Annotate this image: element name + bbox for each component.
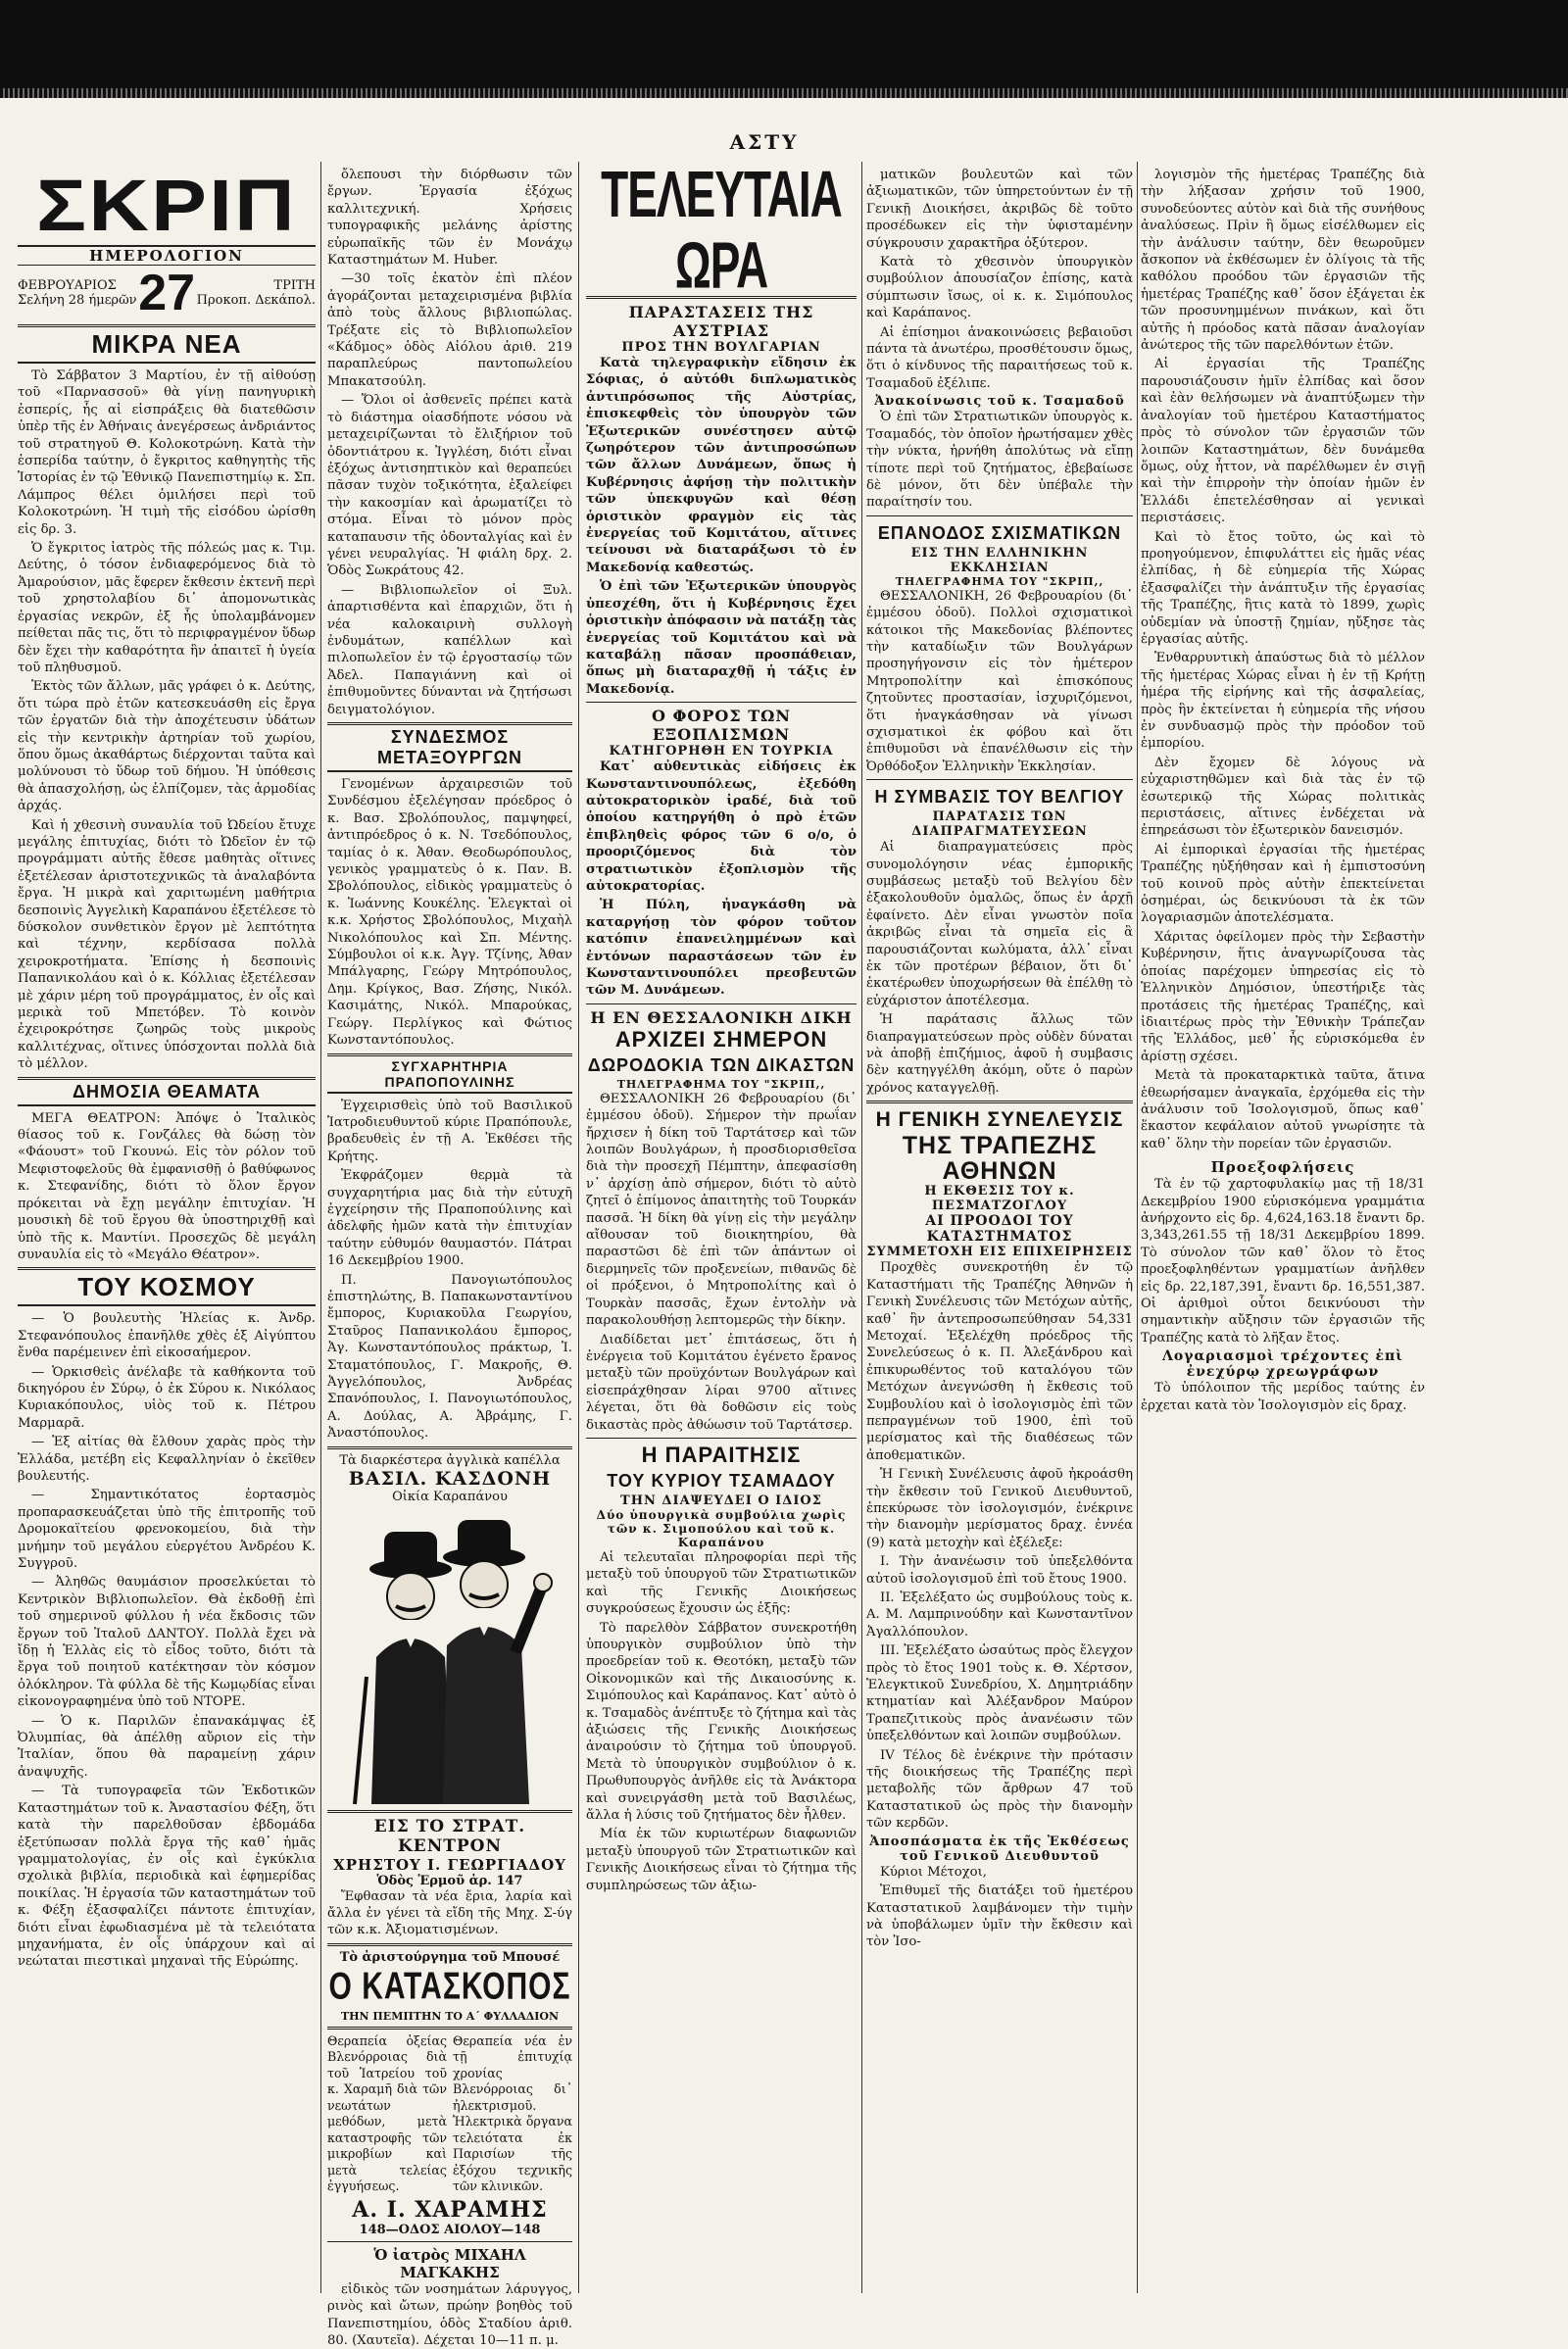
article-subheadline: Ἀποσπάσματα ἐκ τῆς Ἐκθέσεως τοῦ Γενικοῦ Διευθυντοῦ	[869, 1834, 1130, 1864]
article-subheadline: Δύο ὑπουργικὰ συμβούλια χωρὶς τῶν κ. Σιμοπούλου καὶ τοῦ κ. Καραπάνου	[596, 1507, 847, 1549]
article-paragraph: Διαδίδεται μετ᾽ ἐπιτάσεως, ὅτι ἡ ἐνέργεια τοῦ Κομιτάτου ἐγένετο ἔρανος μεταξὺ τῶν προϋχόντων Βουλγάρων καὶ εἰσεπράχθησαν λίραι 9700 αἵτινες λέγεται, ὅτι θὰ δοθῶσιν εἰς τοὺς δικαστὰς πρὸς ἀθώωσιν τοῦ Ταρτάτσερ.	[586, 1332, 857, 1433]
ad-line: Τὸ ἀριστούργημα τοῦ Μπουσέ	[339, 1949, 561, 1965]
article-paragraph: — Ὅλοι οἱ ἀσθενεῖς πρέπει κατὰ τὸ διάστημα οἱασδήποτε νόσου νὰ μεταχειρίζωνται τὸ ἔλιξήριον τοῦ ὀδοντιάτρου κ. Ἰγγλέση, διότι εἶναι ἐξόχως ἀντισηπτικὸν καὶ θεραπεύει πᾶσαν τυχὸν τοξικότητα, ἐξαλείφει τὴν κακοσμίαν καὶ ἀρωματίζει τὸ στόμα. Εἶναι τὸ μόνον πρὸς καταπαυσιν τῆς ὀδονταλγίας καὶ ἐν γένει νευραλγίας. Ἡ φιάλη δρχ. 2. Ὁδὸς Σωκράτους 42.	[327, 393, 572, 579]
article-paragraph: Ἡ Πύλη, ἠναγκάσθη νὰ καταργήσῃ τὸν φόρον τοῦτον κατόπιν ἐπανειλημμένων καὶ ἐντόνων παραστάσεων τῶν ἐν Κωνσταντινουπόλει πρεσβευτῶν τῶν Μ. Δυνάμεων.	[586, 898, 857, 999]
article-paragraph: Ὁ ἔγκριτος ἰατρὸς τῆς πόλεώς μας κ. Τιμ. Δεύτης, ὁ τόσον ἐνδιαφερόμενος διὰ τὸ Ἀμαρούσιον, μᾶς ἔφερεν ἔκθεσιν ἐκτενῆ περὶ τοῦ χρηστολαβίου δι᾽ ἀπομονωτικὰς ἐργασίας νεκρῶν, ἐξ ἧς ὑπολαμβάνομεν πείθεται πᾶς τις, ὅτι τὸ περιφραγμένον ὕδωρ δὲν ἔχει τὴν καθαρότητα ἣν ἀπαιτεῖ ἡ ὑγεία τοῦ πληθυσμοῦ.	[18, 541, 316, 675]
article-subheadline: ΔΩΡΟΔΟΚΙΑ ΤΩΝ ΔΙΚΑΣΤΩΝ	[587, 1054, 856, 1075]
divider	[866, 515, 1133, 516]
headline-teleutaia-ora: ΤΕΛΕΥΤΑΙΑ ΩΡΑ	[601, 157, 842, 302]
ad-address: 148—ΟΔΟΣ ΑΙΟΛΟΥ—148	[359, 2222, 541, 2237]
saint-of-day: Προκοπ. Δεκάπολ.	[196, 293, 316, 308]
article-subheadline: ΑΙ ΠΡΟΟΔΟΙ ΤΟΥ ΚΑΤΑΣΤΗΜΑΤΟΣ	[925, 1213, 1074, 1246]
dateline	[18, 266, 316, 320]
article-headline: Η ΓΕΝΙΚΗ ΣΥΝΕΛΕΥΣΙΣ	[875, 1108, 1124, 1132]
weekday: ΤΡΙΤΗ	[273, 278, 316, 293]
article-headline-large: Η ΠΑΡΑΙΤΗΣΙΣ	[641, 1442, 802, 1467]
article-paragraph: — Ὁ κ. Παριλῶν ἐπανακάμψας ἐξ Ὀλυμπίας, θὰ ἀπέλθῃ αὔριον εἰς τὴν Ἰταλίαν, ὅπου θὰ παραμείνῃ χάριν ἀναψυχῆς.	[18, 1713, 316, 1780]
article-headline: ΠΑΡΑΣΤΑΣΕΙΣ ΤΗΣ ΑΥΣΤΡΙΑΣ	[628, 303, 814, 340]
article-paragraph: ὄλεπουσι τὴν διόρθωσιν τῶν ἔργων. Ἐργασία ἐξόχως καλλιτεχνική. Χρήσεις τυπογραφικῆς μελάνης ἀρίστης εὐρωπαϊκῆς τῶν ἐν Μονάχῳ Καταστημάτων Μ. Huber.	[327, 168, 572, 269]
column-rule	[1137, 162, 1138, 2293]
gentlemen-illustration	[337, 1510, 563, 1804]
article-paragraph: Δὲν ἔχομεν δὲ λόγους νὰ εὐχαριστηθῶμεν καὶ διὰ τὰς ἐν τῷ ἐσωτερικῷ τῆς Χώρας πολιτικὰς περιστάσεις, αἵτινες ἐνδέχεται νὰ ἐπηρεάσωσι τὸν ἐξωτερικὸν δανεισμόν.	[1141, 755, 1425, 839]
column-4	[866, 167, 1133, 2288]
article-paragraph: Π. Πανογιωτόπουλος ἐπιστηλώτης, Β. Παπακωνσταντίνου ἔμπορος, Κυριακοῦλα Γεωργίου, Σταῦρος Παπανικολάου ἔμπορος, Ἀγ. Κωνσταντόπουλος πράκτωρ, Ἰ. Σταματόπουλος, Γ. Μακροῆς, Θ. Ἀγγελόπουλος, Ἀνδρέας Σπανόπουλος, Ι. Πανογιωτόπουλος, Α. Δούλας, Α. Ἀβράμης, Γ. Ἀναστόπουλος.	[327, 1272, 572, 1442]
article-paragraph: λογισμὸν τῆς ἡμετέρας Τραπέζης διὰ τὴν λήξασαν χρήσιν τοῦ 1900, συνοδεύοντες αὐτὸν καὶ διὰ τῆς συνήθους ἀναλύσεως. Πρὶν ἢ ὅμως εἰσέλθωμεν εἰς τὴν ἀνάλυσιν ταύτην, δὲν θεωροῦμεν ἄσκοπον νὰ ἐκθέσωμεν ἐν ὀλίγοις τὰ τῆς καθόλου προόδου τῶν ἐργασιῶν τῆς ἡμετέρας Τραπέζης καθ᾽ ὅσον ἐξάγεται ἐκ τῶν προσυνημμένων πινάκων, καὶ ὅτι αὐτῆς ἡ πρόοδος κατὰ πᾶσαν ἀναλογίαν ἀνώτερος τῆς τῶν παρελθόντων ἐτῶν.	[1141, 168, 1425, 354]
article-paragraph: Ἐπιθυμεῖ τῆς διατάξει τοῦ ἡμετέρου Καταστατικοῦ λαμβάνομεν τὴν τιμὴν νὰ ὑποβάλωμεν ὑμῖν τὴν ἔκθεσιν καὶ τὸν Ἰσο-	[866, 1884, 1133, 1950]
article-paragraph: Ὁ ἐπὶ τῶν Ἐξωτερικῶν ὑπουργὸς ὑπεσχέθη, ὅτι ἡ Κυβέρνησις ἔχει ὁριστικὴν ἀπόφασιν νὰ πατάξῃ τὰς ἐνεργείας τοῦ Κομιτάτου καὶ νὰ καταβάλῃ πᾶσαν προσπάθειαν, ὅπως μὴ διαταραχθῇ ἡ τάξις ἐν Μακεδονίᾳ.	[586, 579, 857, 697]
ad-name: ΧΡΗΣΤΟΥ Ι. ΓΕΩΡΓΙΑΔΟΥ	[333, 1855, 566, 1874]
divider	[327, 1810, 572, 1813]
article-paragraph: Ἐγχειρισθεὶς ὑπὸ τοῦ Βασιλικοῦ Ἰατροδιευθυντοῦ κύριε Πραπόπουλε, βραδευθεὶς ἐν τῇ Α. Ἐκθέσει τῆς Κρήτης.	[327, 1098, 572, 1164]
ad-text: Ἔφθασαν τὰ νέα ἔρια, λαρία καὶ ἄλλα ἐν γένει τὰ εἴδη τῆς Μηχ. Σ-ύγ τῶν κ.κ. Ἀξιοματισμένων.	[327, 1888, 572, 1938]
article-paragraph: — Ὁρκισθεὶς ἀνέλαβε τὰ καθήκοντα τοῦ δικηγόρου ἐν Σύρῳ, ὁ ἐκ Σύρου κ. Νικόλαος Κυριακόπουλος, υἱὸς τοῦ κ. Πέτρου Μαρμαρᾶ.	[18, 1364, 316, 1431]
divider	[866, 779, 1133, 780]
ad-text: Θεραπεία ὀξείας Βλενόρροιας διὰ τοῦ Ἰατρείου τοῦ κ. Χαραμῆ διὰ τῶν νεωτάτων μεθόδων, μετὰ καταστροφῆς τῶν μικροβίων καὶ μετὰ τελείας ἐγγυήσεως.	[327, 2032, 447, 2194]
article-paragraph: Ἐνθαρρυντικὴ ἀπαύστως διὰ τὸ μέλλον τῆς ἡμετέρας Χώρας εἶναι ἡ ἐν τῇ Κρήτῃ ἡμέρα τῆς εἰρήνης καὶ τῆς ἀσφαλείας, πρὸς ἣν ἐκτείνεται ἡ εὐημερία τῆς νήσου ἐν συνδυασμῷ πρὸς τὴν πρόοδον τοῦ ἐμπορίου.	[1141, 651, 1425, 752]
section-theamata: ΔΗΜΟΣΙΑ ΘΕΑΜΑΤΑ	[18, 1077, 316, 1106]
article-subheadline: ΠΡΟΣ ΤΗΝ ΒΟΥΛΓΑΡΙΑΝ	[621, 340, 821, 355]
article-paragraph: Αἱ ἐμπορικαὶ ἐργασίαι τῆς ἡμετέρας Τραπέζης ηὐξήθησαν καὶ ἡ ἐμπιστοσύνη τοῦ κοινοῦ πρὸς αὐτὴν ἐπεκτείνεται ὁσημέραι, ὡς δεικνύουσι τὰ ἐκ τῶν λογαριασμῶν ἀποτελέσματα.	[1141, 842, 1425, 926]
article-headline: Η ΕΝ ΘΕΣΣΑΛΟΝΙΚΗ ΔΙΚΗ	[590, 1007, 853, 1027]
article-subheadline: ΚΑΤΗΓΟΡΗΘΗ ΕΝ ΤΟΥΡΚΙΑ	[609, 744, 834, 759]
article-subheadline: Ἀνακοίνωσις τοῦ κ. Τσαμαδοῦ	[874, 394, 1125, 410]
column-3	[586, 157, 857, 2288]
month: ΦΕΒΡΟΥΑΡΙΟΣ	[18, 278, 117, 293]
doctor-name-block	[327, 2197, 572, 2237]
article-paragraph: Κατὰ τὸ χθεσινὸν ὑπουργικὸν συμβούλιον ἀπουσίαζον ἐπίσης, κατὰ σύμπτωσιν ἴσως, οἱ κ. κ. Σιμόπουλος καὶ Καράπανος.	[866, 255, 1133, 321]
article-paragraph: Προχθὲς συνεκροτήθη ἐν τῷ Καταστήματι τῆς Τραπέζης Ἀθηνῶν ἡ Γενικὴ Συνέλευσις τῶν Μετόχων αὐτῆς, καθ᾽ ἣν ἀντεπροσωπεύθησαν 54,331 Μετοχαί. Ἐξελέχθη πρόεδρος τῆς Συνελεύσεως ὁ κ. Π. Ἀλεξάνδρου καὶ ἐπικυρωθέντος τοῦ καταλόγου τῶν Μετόχων ἀνεγνώσθη ἡ ἔκθεσις τοῦ Συμβουλίου καὶ ὁ ἰσολογισμὸς ἐπὶ τῶν πεπραγμένων τοῦ 1900, ἐπὶ τοῦ μερίσματος καὶ τῆς διαθέσεως τῶν ἀποθεματικῶν.	[866, 1260, 1133, 1463]
article-subheadline: Λογαριασμοὶ τρέχοντες ἐπὶ ἐνεχύρῳ χρεωγράφων	[1162, 1348, 1403, 1381]
divider	[586, 702, 857, 703]
article-paragraph: Ἡ Γενικὴ Συνέλευσις ἀφοῦ ἠκροάσθη τὴν ἔκθεσιν τοῦ Γενικοῦ Διευθυντοῦ, ἐπεκύρωσε τὸν ἰσολογισμόν, ἐνέκρινε τὴν διανομὴν μερίσματος δραχ. ἐννέα (9) κατὰ μετοχὴν καὶ ἐξέλεξε:	[866, 1467, 1133, 1550]
article-paragraph: Ἐκφράζομεν θερμὰ τὰ συγχαρητήρια μας διὰ τὴν εὐτυχῆ ἐγχείρησιν τῆς Πραποπούλινης καὶ ἀδελφῆς ἡμῶν κατὰ τὴν ἐπιτυχίαν ταύτην εὐθυμόν θαυμαστόν. Πάτραι 16 Δεκεμβρίου 1900.	[327, 1168, 572, 1269]
divider	[866, 1101, 1133, 1103]
ad-brand: ΒΑΣΙΛ. ΚΑΣΔΟΝΗ	[348, 1467, 552, 1490]
ad-name: Ὁ ἰατρὸς ΜΙΧΑΗΛ ΜΑΓΚΑΚΗΣ	[373, 2245, 526, 2281]
article-paragraph: Ἐκτὸς τῶν ἄλλων, μᾶς γράφει ὁ κ. Δεύτης, ὅτι τώρα πρὸ ἐτῶν κατεσκευάσθη εἰς ἔργα τῶν ἐργατῶν διὰ τὴν ἀποχέτευσιν ὑδάτων εἰς τὴν κεντρικὴν ἀρτηρίαν τοῦ χωρίου, ὅπου ὅμως ἀκαθάρτως διέρχονται ταῦτα καὶ μολύνουσι τὸ ὕδωρ τοῦ δήμου. Ἡ ὑπόθεσις θὰ ἀπασχολήσῃ, ὡς ἐλπίζομεν, τὰς ἁρμοδίας ἀρχάς.	[18, 679, 316, 814]
article-paragraph: Μετὰ τὰ προκαταρκτικὰ ταῦτα, ἅτινα ἐθεωρήσαμεν ἀναγκαῖα, ἐρχόμεθα εἰς τὴν ἀνάλυσιν τοῦ Ἰσολογισμοῦ, ὅπως καθ᾽ ἕκαστον κεφάλαιον αὐτοῦ γνωρίσητε τὰ καθ᾽ ὅλην τὴν πορείαν τῶν ἐργασιῶν.	[1141, 1068, 1425, 1151]
article-subheadline: ΠΑΡΑΤΑΣΙΣ ΤΩΝ ΔΙΑΠΡΑΓΜΑΤΕΥΣΕΩΝ	[911, 809, 1088, 840]
article-paragraph: — Ἀληθῶς θαυμάσιον προσελκύεται τὸ Κεντρικὸν Βιβλιοπωλεῖον. Θὰ ἐκδοθῇ ἐπὶ τοῦ σημερινοῦ φύλλου ἡ νέα ἔκδοσις τῶν ἔργων τοῦ Ἰταλοῦ ΔΑΝΤΟΥ. Πολλὰ ἔχει νὰ ἴδῃ ἡ Ἑλλὰς εἰς τὸ εἶδος τοῦτο, διότι τὰ ἔργα τοῦ ποιητοῦ κατέκτησαν τὸν κόσμον ὁλόκληρον. Τὰ φύλλα δὲ τῆς Κωμῳδίας εἶναι εἰκονογραφημένα ὑπὸ τοῦ ΝΤΟΡΕ.	[18, 1575, 316, 1710]
column-1	[18, 167, 316, 2288]
article-paragraph: ΙΙ. Ἐξελέξατο ὡς συμβούλους τοὺς κ. Α. Μ. Λαμπρινούδην καὶ Κωνσταντῖνον Ἀγαλλόπουλον.	[866, 1590, 1133, 1639]
article-subheadline: ΤΗΝ ΔΙΑΨΕΥΔΕΙ Ο ΙΔΙΟΣ	[620, 1493, 822, 1508]
column-rule	[320, 162, 321, 2293]
section-sygcharitiria: ΣΥΓΧΑΡΗΤΗΡΙΑ ΠΡΑΠΟΠΟΥΛΙΝΗΣ	[327, 1053, 572, 1094]
article-headline: Ο ΦΟΡΟΣ ΤΩΝ ΕΞΟΠΛΙΣΜΩΝ	[651, 707, 791, 745]
article-paragraph: Αἱ τελευταῖαι πληροφορίαι περὶ τῆς μεταξὺ τοῦ ὑπουργοῦ τῶν Στρατιωτικῶν καὶ τῆς Γενικῆς Διοικήσεως συγκρούσεως ἔχουσιν ὡς ἑξῆς:	[586, 1549, 857, 1617]
article-paragraph: ΜΕΓΑ ΘΕΑΤΡΟΝ: Ἀπόψε ὁ Ἰταλικὸς θίασος τοῦ κ. Γονζάλες θὰ δώσῃ τὸν «Φάουστ» τοῦ Γκουνώ. Εἰς τὸν ρόλον τοῦ Μεφιστοφελοῦς θὰ ἐμφανισθῇ ὁ βαθύφωνος κ. Στεφανίδης, διότι τὸ ὅλον ἔργον πρόκειται νὰ ἔχῃ μεγάλην ἐπιτυχίαν. Ἡ μουσικὴ δὲ τοῦ ἔργου θὰ ὑποστηριχθῇ καὶ ὑπὸ τῆς κ. Μαντίνι. Προσεχῶς δὲ μεγάλη συναυλία εἰς τὸ «Μεγάλο Θέατρον».	[18, 1110, 316, 1262]
article-paragraph: Ι. Τὴν ἀνανέωσιν τοῦ ὑπεξελθόντα αὐτοῦ ἰσολογισμοῦ ἐπὶ τοῦ ἔτους 1900.	[866, 1554, 1133, 1587]
article-paragraph: — Ἐξ αἰτίας θὰ ἔλθουν χαρὰς πρὸς τὴν Ἑλλάδα, μετέβη εἰς Κεφαλληνίαν ὁ ἐκεῖθεν βουλευτής.	[18, 1435, 316, 1484]
article-headline-large: ΤΗΣ ΤΡΑΠΕΖΗΣ ΑΘΗΝΩΝ	[902, 1132, 1098, 1186]
article-paragraph: Κατ᾽ αὐθεντικὰς εἰδήσεις ἐκ Κωνσταντινουπόλεως, ἐξεδόθη αὐτοκρατορικὸν ἰραδέ, διὰ τοῦ ὁποίου κατηργήθη ὁ πρὸ ἐτῶν ἐπιβληθεὶς φόρος τῶν 6 ο/ο, ὁ προοριζόμενος διὰ τὸν στρατιωτικὸν ἐξοπλισμὸν τῆς αὐτοκρατορίας.	[586, 759, 857, 894]
article-paragraph: Ὁ ἐπὶ τῶν Στρατιωτικῶν ὑπουργὸς κ. Τσαμαδός, τὸν ὁποῖον ἠρωτήσαμεν χθὲς τὴν νύκτα, ἠρνήθη ἀπολύτως νὰ εἴπῃ τίποτε περὶ τοῦ ζητήματος, ἐβεβαίωσε δὲ μόνον, ὅτι δὲν ὑπέβαλε τὴν παραίτησίν του.	[866, 410, 1133, 511]
column-5	[1141, 167, 1425, 2288]
divider	[327, 2241, 572, 2242]
article-paragraph: Τὸ ὑπόλοιπον τῆς μερίδος ταύτης ἐν ἐρχεται κατὰ τὸν Ἰσολογισμὸν εἰς δραχ.	[1141, 1381, 1425, 1413]
ad-address: Ὁδὸς Ἑρμοῦ ἀρ. 147	[376, 1873, 523, 1888]
article-paragraph: ΙΙΙ. Ἐξελέξατο ὡσαύτως πρὸς ἔλεγχον πρὸς τὸ ἔτος 1901 τοὺς κ. Θ. Χέρτσον, Ἐλεγκτικοῦ Συνεδρίου, Χ. Δημητριάδην κτηματίαν καὶ Ἀλέξανδρον Μαύρον Τραπεζιτικοὺς πρὸς ἀνανέωσιν τῶν ὑπεξελθόντων καὶ λοιπῶν συμβούλων.	[866, 1643, 1133, 1744]
article-paragraph: Ἡ παράτασις ἄλλως τῶν διαπραγματεύσεων πρὸς οὐδὲν δύναται νὰ ἀποβῇ ἐπιζήμιος, ἀφοῦ ἡ συμβασις δὲν κατηγγέλθη ἀκόμη, οὔτε ὁ παρὼν χρόνος καταγγελθῇ.	[866, 1012, 1133, 1096]
article-paragraph: Αἱ ἐπίσημοι ἀνακοινώσεις βεβαιοῦσι πάντα τὰ ἀνωτέρω, προσθέτουσιν ὅμως, ὅτι ὁ κίνδυνος τῆς παραιτήσεως τοῦ κ. Τσαμαδοῦ ἐξέλιπε.	[866, 324, 1133, 391]
doctor-advertisement	[327, 2033, 572, 2197]
store-advertisement	[327, 1817, 572, 1939]
article-paragraph: ΘΕΣΣΑΛΟΝΙΚΗ, 26 Φεβρουαρίου (δι᾽ ἐμμέσου ὁδοῦ). Πολλοὶ σχισματικοὶ κάτοικοι τῆς Μακεδονίας βλέποντες τὴν καταδίωξιν τῶν Βουλγάρων προσηγήγονσιν εἰς τὸν ἡμέτερον Μητροπολίτην καὶ ἐπισκόπους ζητοῦντες προστασίαν, ἰσχυριζόμενοι, ὅτι ἠναγκάσθησαν νὰ γίνωσι σχισματικοὶ ἐκ φόβου καὶ ὅτι ἐπιθυμοῦσι νὰ ἐπανέλθωσιν εἰς τὴν Ὀρθόδοξον Ἑλληνικὴν Ἐκκλησίαν.	[866, 588, 1133, 774]
section-syndesmos: ΣΥΝΔΕΣΜΟΣ ΜΕΤΑΞΟΥΡΓΩΝ	[327, 722, 572, 772]
article-paragraph: Καὶ ἡ χθεσινὴ συναυλία τοῦ Ὠδείου ἔτυχε μεγάλης ἐπιτυχίας, διότι τὸ Ὠδεῖον ἐν τῷ προγράμματι αὐτῆς ἔθεσε μαθητὰς οἵτινες ἐξετέλεσαν ἀριστοτεχνικῶς τὰ ἀναλαβόντα ἔργα. Ἡ μικρὰ καὶ χαριτωμένη μαθήτρια δεσποινὶς Ἀγγελικὴ Καραπάνου ἐξετέλεσε τὸ δύσκολον συνθετικὸν ἔργον μὲ λεπτότητα καὶ τέχνην, κερδίσασα πολλὰ χειροκροτήματα. Ἐπίσης ἡ δεσποινὶς Παπανικολάου καὶ ὁ κ. Κόλλιας ἐξετέλεσαν μὲ χάριν μέρη τοῦ προγράμματος, ἐν οἷς καὶ μερικὰ τοῦ Μπετόβεν. Τὸ κοινὸν ἐχειροκρότησε ζωηρῶς τοὺς μικροὺς καλλιτέχνας, οἵτινες ὑπόσχονται πολλὰ διὰ τὸ μέλλον.	[18, 817, 316, 1072]
article-subheadline: Προεξοφλήσεις	[1210, 1158, 1355, 1177]
article-subheadline: ΣΥΜΜΕΤΟΧΗ ΕΙΣ ΕΠΙΧΕΙΡΗΣΕΙΣ	[866, 1245, 1133, 1260]
article-paragraph: Αἱ διαπραγματεύσεις πρὸς συνομολόγησιν νέας ἐμπορικῆς συμβάσεως μεταξὺ τοῦ Βελγίου δὲν ἐξακολουθοῦν ὁμαλῶς, ὅπως ἐν ἀρχῇ ἐφαίνετο. Δὲν εἶναι γνωστὸν ποῖα ἀκριβῶς εἶναι τὰ σημεῖα εἰς ἃ παρουσιάζονται κωλύματα, ἀλλ᾽ εἶναι ἐκ τῶν προτέρων βέβαιον, ὅτι δι᾽ ἑκατέρωθεν ὑποχωρήσεων θὰ ἐπέλθῃ τὸ εὐχάριστον ἀποτέλεσμα.	[866, 840, 1133, 1008]
article-paragraph: Αἱ ἐργασίαι τῆς Τραπέζης παρουσιάζουσιν ἡμῖν ἐλπίδας καὶ ὅσον καὶ ἐὰν θελήσωμεν νὰ ἀναπτύξωμεν τὴν ἀναλογίαν τοῦ ἡμετέρου Καταστήματος πρὸς τὸ σύνολον τῶν ἐργασιῶν τῶν λοιπῶν Καταστημάτων, δὲν δυνάμεθα ὅμως, οὐχ ἧττον, νὰ παρέλθωμεν ἐν σιγῇ καὶ τὴν ἐπιρροὴν τὴν ὁποίαν ἡμῶν ἐν Ἑλλάδι ἐπετελέσθησαν αἱ γενικαὶ περιστάσεις.	[1141, 357, 1425, 526]
masthead-subtitle: ΗΜΕΡΟΛΟΓΙΟΝ	[18, 245, 316, 266]
article-paragraph: Μία ἐκ τῶν κυριωτέρων διαφωνιῶν μεταξὺ ὑπουργοῦ τῶν Στρατιωτικῶν καὶ Γενικῆς Διοικήσεως εἶναι τὸ ζήτημα τῆς συμπληρώσεως τῶν ἀξιω-	[586, 1827, 857, 1893]
article-paragraph: Κατὰ τηλεγραφικὴν εἴδησιν ἐκ Σόφιας, ὁ αὐτόθι διπλωματικὸς ἀντιπρόσωπος τῆς Αὐστρίας, ἐπισκεφθεὶς τὸν ὑπουργὸν τῶν Ἐξωτερικῶν συνέστησεν αὐτῷ ζωηρότερον τῶν ἀντιπροσώπων τῶν ἄλλων Δυνάμεων, ὅπως ἡ Κυβέρνησις ἀφήσῃ τὴν πολιτικὴν τῶν ὑπεκφυγῶν καὶ θέσῃ ὁριστικὸν φραγμὸν εἰς τὰς ἐνεργείας τοῦ Κομιτάτου, αἵτινες τείνουσι νὰ διαταράξωσι τὸ ἐν Μακεδονίᾳ καθεστώς.	[586, 356, 857, 575]
article-headline-large: ΑΡΧΙΖΕΙ ΣΗΜΕΡΟΝ	[614, 1026, 828, 1052]
article-paragraph: Χάριτας ὀφείλομεν πρὸς τὴν Σεβαστὴν Κυβέρνησιν, ἥτις ἀναγνωρίζουσα τὰς ὁποίας παρέχομεν ὑπηρεσίας εἰς τὸ Ἑλληνικὸν Δημόσιον, ὑπεστήριξε τὰς προτάσεις τῆς ἡμετέρας Τραπέζης, καὶ ἰδιαιτέρως πρὸς τὴν Ἐθνικὴν Τράπεζαν τῆς Ἑλλάδος, μεθ᾽ ἧς εὑρισκόμεθα ἐν ἀρίστῃ σχέσει.	[1141, 929, 1425, 1064]
article-paragraph: Τὰ ἐν τῷ χαρτοφυλακίῳ μας τῇ 18/31 Δεκεμβρίου 1900 εὑρισκόμενα γραμμάτια ἀνήρχοντο εἰς δρ. 4,624,163.18 ἔναντι δρ. 3,343,261.55 τῇ 18/31 Δεκεμβρίου 1899. Τὸ σύνολον τῶν καθ᾽ ὅλον τὸ ἔτος προεξοφληθέντων γραμματίων ἀνῆλθεν εἰς δρ. 22,187,391, ἔναντι δρ. 16,551,387. Οἱ ἀριθμοὶ οὗτοι δεικνύουσι τὴν σημαντικὴν αὔξησιν τῶν ἐργασιῶν τῆς Τραπέζης κατὰ τὸ λῆξαν ἔτος.	[1141, 1177, 1425, 1346]
article-paragraph: ΘΕΣΣΑΛΟΝΙΚΗ 26 Φεβρουαρίου (δι᾽ ἐμμέσου ὁδοῦ). Σήμερον τὴν πρωΐαν ἤρχισεν ἡ δίκη τοῦ Ταρτάτσερ καὶ τῶν λοιπῶν Βουλγάρων, ἡ προσδιορισθεῖσα διὰ τὴν προσεχῆ Πέμπτην, ἀπεφασίσθη ν᾽ ἀρχίσῃ ἀπὸ σήμερον, διότι τὸ αὐτὸ ζητεῖ ὁ ἐπίμονος ἀπαιτητὴς τοῦ Τουρκάν πασσᾶ. Ἡ δίκη θὰ γίνῃ εἰς τὴν μεγάλην αἴθουσαν τοῦ διοικητηρίου, θὰ παραστῶσι δὲ ἐπὶ τῶν ἀπάντων οἱ διερμηνεῖς τῶν προξενείων, πιθανῶς δὲ οἱ πρόξενοι, ὁ Μητροπολίτης καὶ ὁ Τουρκὰν πασσᾶς, ἔχων ἐντολὴν νὰ παρακολουθήσῃ λεπτομερῶς τὴν δίκην.	[586, 1091, 857, 1329]
article-headline: Η ΣΥΜΒΑΣΙΣ ΤΟΥ ΒΕΛΓΙΟΥ	[874, 787, 1125, 807]
divider	[327, 2027, 572, 2030]
article-headline: ΕΠΑΝΟΔΟΣ ΣΧΙΣΜΑΤΙΚΩΝ	[877, 522, 1122, 543]
column-rule	[578, 162, 579, 2293]
article-paragraph: Καὶ τὸ ἔτος τοῦτο, ὡς καὶ τὸ προηγούμενον, ἐπιφυλάττει εἰς ἡμᾶς νέας ἐλπίδας, ἡ δὲ εὐημερία τῆς Χώρας ἐξασφαλίζει τὴν ἀνάπτυξιν τῆς ἐργασίας τῆς Τραπέζης, ἣτις κατὰ τὸ 1899, χωρὶς οὐδεμίαν νὰ ὑποστῇ ζημίαν, ηὔξησε τὰς ἐργασίας αὐτῆς.	[1141, 529, 1425, 647]
article-subheadline: ΕΙΣ ΤΗΝ ΕΛΛΗΝΙΚΗΝ ΕΚΚΛΗΣΙΑΝ	[910, 545, 1089, 575]
ad-title: Ο ΚΑΤΑΣΚΟΠΟΣ	[328, 1965, 571, 2008]
ad-title: ΕΙΣ ΤΟ ΣΤΡΑΤ. ΚΕΝΤΡΟΝ	[373, 1816, 526, 1856]
column-rule	[861, 162, 862, 2293]
article-subheadline: Η ΕΚΘΕΣΙΣ ΤΟΥ κ. ΠΕΣΜΑΤΖΟΓΛΟΥ	[924, 1184, 1075, 1214]
specialist-advertisement	[327, 2246, 572, 2349]
ad-line: ΤΗΝ ΠΕΜΠΤΗΝ ΤΟ Α΄ ΦΥΛΛΑΔΙΟΝ	[340, 2009, 560, 2023]
top-black-band	[0, 0, 1568, 98]
hat-advertisement	[327, 1453, 572, 1804]
divider	[327, 1943, 572, 1946]
column-2	[327, 167, 572, 2349]
section-mikra-nea: ΜΙΚΡΑ ΝΕΑ	[18, 324, 316, 364]
divider	[327, 1446, 572, 1449]
article-paragraph: IV Τέλος δὲ ἐνέκρινε τὴν πρότασιν τῆς διοικήσεως τῆς Τραπέζης περὶ μεταβολῆς τῶν ἄρθρων 47 τοῦ Καταστατικοῦ ὡς πρὸς τὴν διανομὴν τῶν κερδῶν.	[866, 1747, 1133, 1832]
article-paragraph: Γενομένων ἀρχαιρεσιῶν τοῦ Συνδέσμου ἐξελέγησαν πρόεδρος ὁ κ. Βασ. Σβολόπουλος, παμψηφεί, ἀντιπρόεδρος ὁ κ. Ν. Τσεδόπουλος, ταμίας ὁ κ. Ἀθαν. Θεοδωρόπουλος, γενικὸς γραμματεὺς ὁ κ. Παν. Β. Σβολόπουλος, εἰδικὸς γραμματεὺς ὁ κ. Ἰωάννης Κουκέλης. Ἐλεγκταὶ οἱ κ.κ. Χρήστος Σβολόπουλος, Μιχαὴλ Νικολόπουλος καὶ Σπ. Μέντης. Σύμβουλοι οἱ κ.κ. Ἀγγ. Τζίνης, Ἀθαν Μπάλγαρης, Γεώργ Μητρόπουλος, Δημ. Κρίγκος, Βασ. Ζήσης, Νικόλ. Κασιμάτης, Νικόλ. Μπαρούκας, Γεώργ. Περλίγκος καὶ Φώτιος Κωνσταντόπουλος.	[327, 777, 572, 1049]
telegram-label: ΤΗΛΕΓΡΑΦΗΜΑ ΤΟΥ "ΣΚΡΙΠ,,	[616, 1077, 826, 1091]
masthead-title: ΣΚΡΙΠ	[36, 165, 297, 246]
article-paragraph: Κύριοι Μέτοχοι,	[880, 1864, 987, 1880]
ad-text: εἰδικὸς τῶν νοσημάτων λάρυγγος, ρινὸς καὶ ὤτων, πρώην βοηθὸς τοῦ Πανεπιστημίου, ὁδὸς Σταδίου ἀριθ. 80. (Χαυτεῖα). Δέχεται 10—11 π. μ.	[327, 2281, 572, 2349]
article-paragraph: —30 τοῖς ἑκατὸν ἐπὶ πλέον ἀγοράζονται μεταχειρισμένα βιβλία ἀπὸ τοὺς ἄλλους βιβλιοπώλας. Τρέξατε εἰς τὸ Βιβλιοπωλεῖον «Κάδμος» ὁδὸς Αἰόλου ἀριθ. 219 παραπλεύρως παντοπωλείου Μπακατσούλη.	[327, 271, 572, 389]
divider	[586, 1438, 857, 1439]
section-tou-kosmou: ΤΟΥ ΚΟΣΜΟΥ	[18, 1267, 316, 1306]
day-number: 27	[138, 265, 196, 321]
article-paragraph: Τὸ παρελθὸν Σάββατον συνεκροτήθη ὑπουργικὸν συμβούλιον ὑπὸ τὴν προεδρείαν τοῦ κ. Θεοτόκη, μεταξὺ τῶν Οἰκονομικῶν καὶ τῆς Δικαιοσύνης κ. Σιμόπουλος καὶ Καράπανος. Κατ᾽ αὐτὸ ὁ κ. Τσαμαδὸς ἀνέπτυξε τὸ ζήτημα καὶ τὰς ἀξιώσεις τῆς Γενικῆς Διοικήσεως ἀναιρούσιν τὸ ζήτημα τοῦ ὑπουργοῦ. Μετὰ τὸ ὑπουργικὸν συμβούλιον ὁ κ. Πρωθυπουργὸς ἀνῆλθε εἰς τὰ Ἀνάκτορα καὶ συνειργάσθη μετὰ τοῦ Βασιλέως, ἄλλα ἡ λύσις τοῦ ζητήματος δὲν ἦλθεν.	[586, 1620, 857, 1824]
moon-phase: Σελήνη 28 ήμερῶν	[18, 293, 137, 308]
ad-line: Τὰ διαρκέστερα ἀγγλικὰ καπέλλα	[339, 1452, 561, 1468]
article-paragraph: — Τὰ τυπογραφεῖα τῶν Ἐκδοτικῶν Καταστημάτων τοῦ κ. Ἀναστασίου Φέξη, ὅτι κατὰ τὴν παρελθοῦσαν ἑβδομάδα ἐξετύπωσαν πολλὰ ἔργα τῆς καθ᾽ ἡμᾶς γραμματολογίας, ἐν οἷς καὶ ἐγκύκλια σχολικὰ βιβλία, περιοδικὰ καὶ ἐφημερίδας ποικίλας. Ἡ ἐργασία τῶν καταστημάτων τοῦ κ. Φέξη ἐξασφαλίζει πάντοτε ἐπιτυχίαν, διότι εἶναι ἐφωδιασμένα μὲ τὰ τελειότατα μηχανήματα, ἐν οἷς ὑπάρχουν καὶ αἱ νεώταται πιεστικαὶ μηχαναὶ τῆς Εὐρώπης.	[18, 1784, 316, 1970]
ad-name: Α. Ι. ΧΑΡΑΜΗΣ	[352, 2196, 548, 2223]
novel-advertisement	[327, 1950, 572, 2023]
page-header: ΑΣΤΥ	[729, 130, 800, 154]
ad-line: Οἰκία Καραπάνου	[392, 1489, 508, 1504]
article-paragraph: — Ὁ βουλευτὴς Ἠλείας κ. Ἀνδρ. Στεφανόπουλος ἐπανῆλθε χθὲς ἐξ Αἰγύπτου ἔνθα παρέμεινεν ἐπὶ εἰκοσαήμερον.	[18, 1311, 316, 1361]
ad-text: Θεραπεία νέα ἐν τῇ ἐπιτυχίᾳ χρονίας Βλενόρροιας δι᾽ ἠλεκτρισμοῦ. Ἠλεκτρικὰ ὄργανα τελειότατα ἐκ Παρισίων τῆς ἐξόχου τεχνικῆς τῶν κλινικῶν.	[453, 2032, 572, 2194]
article-paragraph: ματικῶν βουλευτῶν καὶ τῶν ἀξιωματικῶν, τῶν ὑπηρετούντων ἐν τῇ Γενικῇ Διοικήσει, ἀκριβῶς δὲ τοῦτο προσέδωκεν εἰς τὴν ὑφισταμένην σύγκρουσιν χαρακτῆρα ὀξύτερον.	[866, 168, 1133, 251]
article-paragraph: — Βιβλιοπωλεῖον οἱ Ξυλ. ἀπαρτισθέντα καὶ ἐπαρχιῶν, ὅτι ἡ νέα καλοκαιρινὴ συλλογὴ ἐνδυμάτων, καπέλλων καὶ πιλοπωλεῖον ἐν τῷ ἐργοστασίῳ τῶν Ἀδελ. Παπαγιάννη καὶ οἱ ἐπιθυμοῦντες δύνανται νὰ ζητήσωσι δειγματολόγιον.	[327, 582, 572, 717]
telegram-label: ΤΗΛΕΓΡΑΦΗΜΑ ΤΟΥ "ΣΚΡΙΠ,,	[895, 574, 1104, 588]
divider	[586, 1003, 857, 1004]
article-paragraph: Τὸ Σάββατον 3 Μαρτίου, ἐν τῇ αἰθούσῃ τοῦ «Παρνασσοῦ» θὰ γίνῃ πανηγυρικὴ ἑσπερίς, ἧς αἱ εἰσπράξεις θὰ διατεθῶσιν ὑπὲρ τῆς ἐν Ἀθήναις ἀνεγέρσεως ἀνδριάντος τοῦ στρατηγοῦ Θ. Κολοκοτρώνη. Κατὰ τὴν ἑσπερίδα ταύτην, ὁ ἔγκριτος καθηγητὴς τῆς Ἱστορίας ἐν τῷ Ἐθνικῷ Πανεπιστημίῳ κ. Σπ. Λάμπρος θέλει ὁμιλήσει περὶ τοῦ Κολοκοτρώνη. Ἡ τιμὴ τῆς εἰσόδου ὡρίσθη εἰς δρ. 3.	[18, 368, 316, 537]
article-subheadline: ΤΟΥ ΚΥΡΙΟΥ ΤΣΑΜΑΔΟΥ	[607, 1470, 836, 1491]
article-paragraph: — Σημαντικότατος ἑορτασμὸς προπαρασκευάζεται ὑπὸ τῆς ἐπιτροπῆς τοῦ Δρομοκαϊτείου φρενοκομείου, διὰ τὴν μνήμην τοῦ μεγάλου εὐεργέτου Ἀνδρέου Κ. Συγγροῦ.	[18, 1488, 316, 1571]
